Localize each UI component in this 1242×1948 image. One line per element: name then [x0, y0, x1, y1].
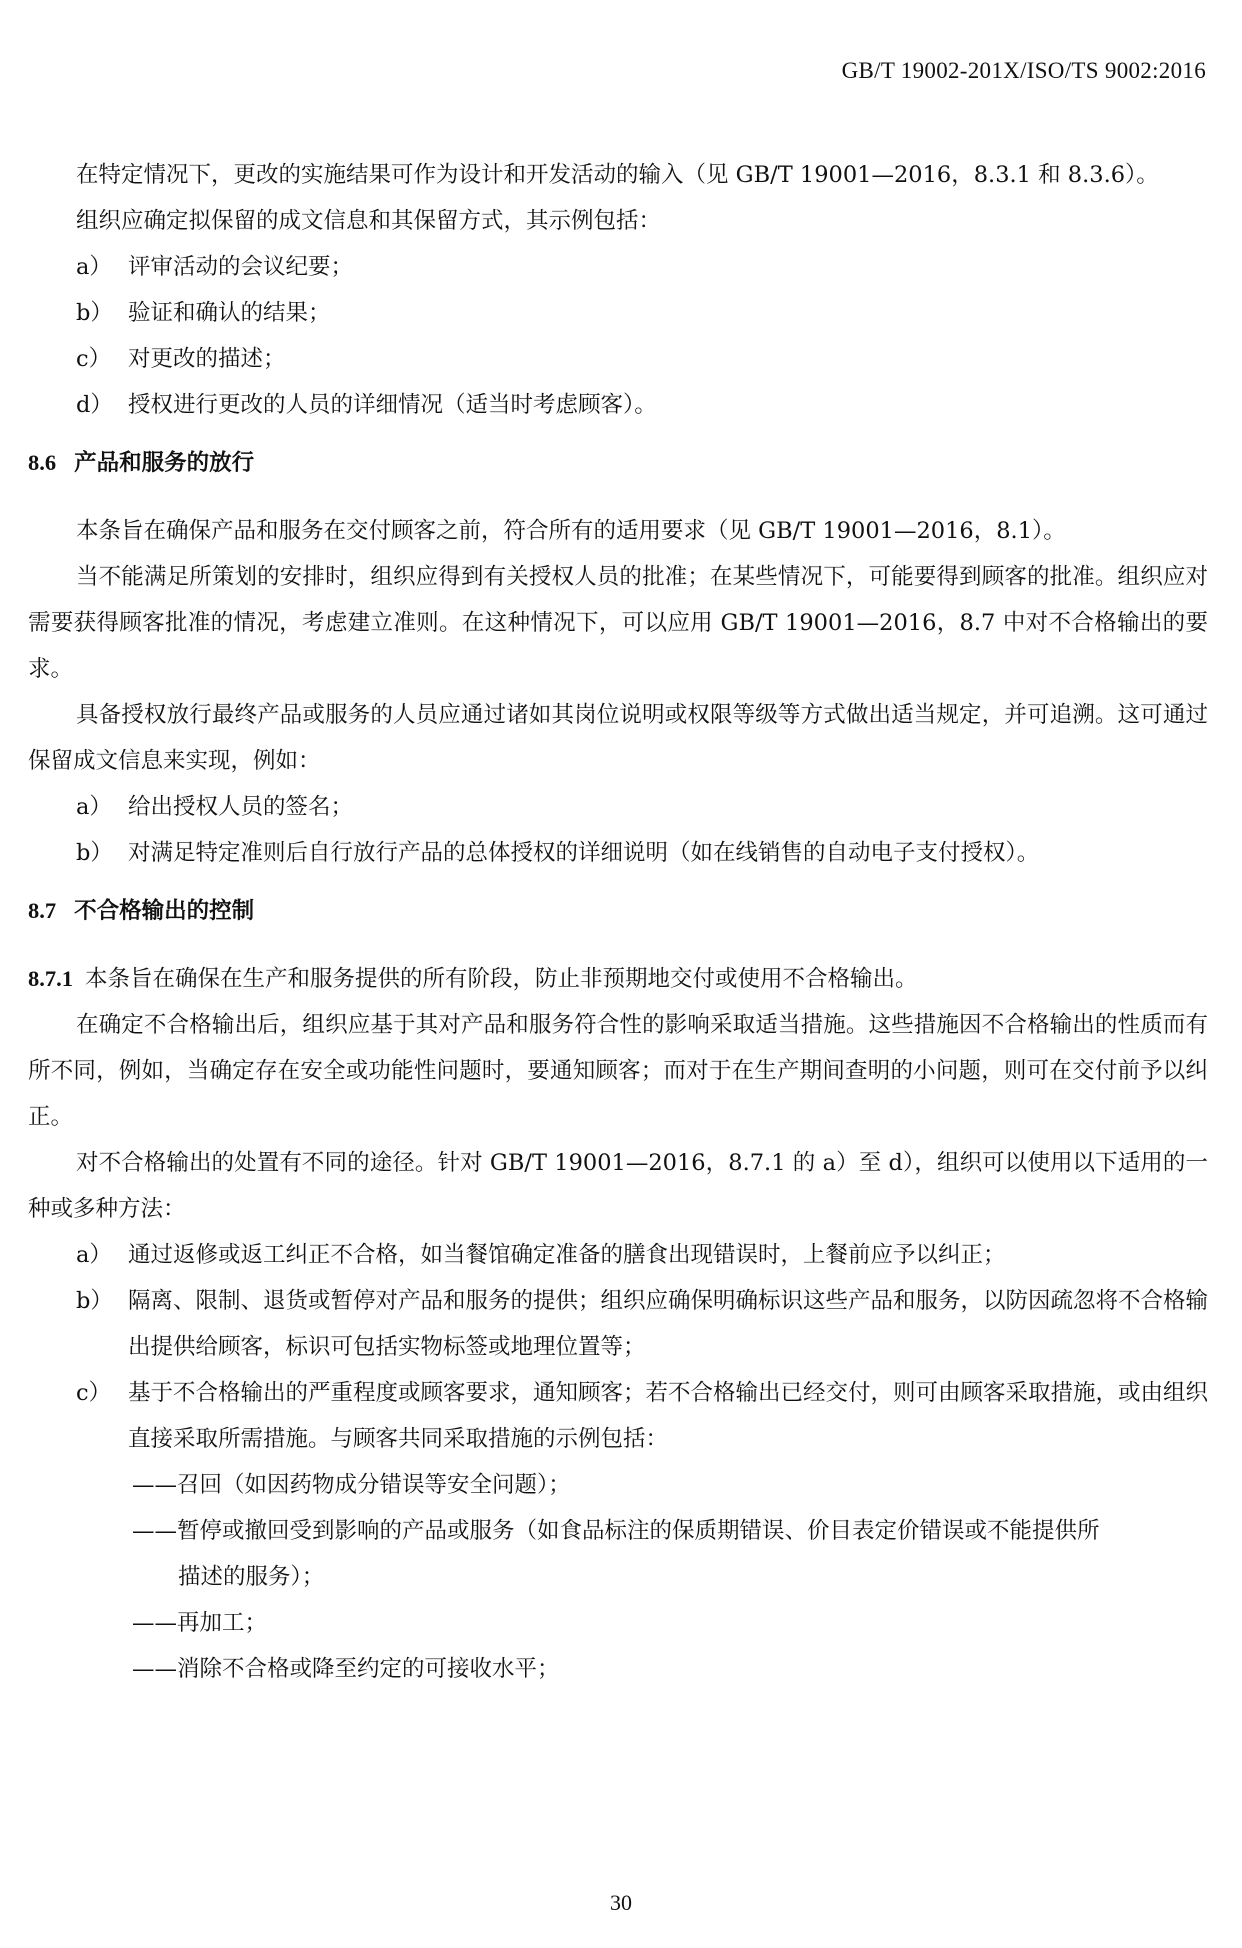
list-marker: b）	[76, 300, 113, 326]
paragraph: 对不合格输出的处置有不同的途径。针对 GB/T 19001—2016，8.7.1 的 a）至 d），组织可以使用以下适用的一种或多种方法：	[28, 1150, 1208, 1222]
list-marker: a）	[76, 254, 112, 280]
list-item	[28, 244, 1208, 290]
paragraph: 本条旨在确保产品和服务在交付顾客之前，符合所有的适用要求（见 GB/T 19001—2016，8.1）。	[76, 518, 1066, 544]
paragraph: 具备授权放行最终产品或服务的人员应通过诸如其岗位说明或权限等级等方式做出适当规定，并可追溯。这可通过保留成文信息来实现，例如：	[28, 702, 1208, 774]
list-item	[28, 290, 1208, 336]
list-item-text: 验证和确认的结果；	[128, 300, 331, 326]
paragraph: 在特定情况下，更改的实施结果可作为设计和开发活动的输入（见 GB/T 19001—2016，8.3.1 和 8.3.6）。	[76, 162, 1159, 188]
dash-item-continuation: 描述的服务）；	[178, 1564, 325, 1590]
list-item	[28, 1232, 1208, 1278]
section-number: 8.7	[28, 898, 57, 923]
list-marker: b）	[76, 840, 113, 866]
list-item	[28, 382, 1208, 428]
section-title: 产品和服务的放行	[74, 450, 255, 476]
list-item	[28, 336, 1208, 382]
section-heading-8-7	[28, 888, 1208, 934]
paragraph: 组织应确定拟保留的成文信息和其保留方式，其示例包括：	[76, 208, 662, 234]
page-number: 30	[610, 1890, 632, 1915]
list-item	[28, 784, 1208, 830]
list-marker: c）	[76, 346, 112, 372]
paragraph: 当不能满足所策划的安排时，组织应得到有关授权人员的批准；在某些情况下，可能要得到顾客的批准。组织应对需要获得顾客批准的情况，考虑建立准则。在这种情况下，可以应用 GB/T 19001—2016，8.7 中对不合格输出的要求。	[28, 564, 1208, 682]
dash-item: ——消除不合格或降至约定的可接收水平；	[132, 1656, 560, 1682]
section-title: 不合格输出的控制	[74, 898, 255, 924]
list-item	[28, 830, 1208, 876]
paragraph	[28, 956, 1208, 1002]
document-body	[28, 152, 1208, 1692]
page-header-standard: GB/T 19002-201X/ISO/TS 9002:2016	[841, 58, 1206, 83]
list-item-text: 对满足特定准则后自行放行产品的总体授权的详细说明（如在线销售的自动电子支付授权）。	[128, 840, 1040, 866]
list-item-text: 通过返修或返工纠正不合格，如当餐馆确定准备的膳食出现错误时，上餐前应予以纠正；	[128, 1242, 1006, 1268]
list-marker: a）	[76, 1242, 112, 1268]
subsection-number: 8.7.1	[28, 966, 73, 991]
dash-item: ——召回（如因药物成分错误等安全问题）；	[132, 1472, 571, 1498]
list-item-text: 给出授权人员的签名；	[128, 794, 354, 820]
list-item-text: 对更改的描述；	[128, 346, 286, 372]
section-number: 8.6	[28, 450, 57, 475]
list-item-text: 授权进行更改的人员的详细情况（适当时考虑顾客）。	[128, 392, 657, 418]
list-marker: d）	[76, 392, 113, 418]
section-heading-8-6	[28, 440, 1208, 486]
list-item	[28, 1370, 1208, 1462]
paragraph: 在确定不合格输出后，组织应基于其对产品和服务符合性的影响采取适当措施。这些措施因不合格输出的性质而有所不同，例如，当确定存在安全或功能性问题时，要通知顾客；而对于在生产期间查明的小问题，则可在交付前予以纠正。	[28, 1012, 1208, 1130]
list-marker: b）	[76, 1288, 113, 1314]
list-marker: a）	[76, 794, 112, 820]
list-item-text: 评审活动的会议纪要；	[128, 254, 354, 280]
list-item-text: 隔离、限制、退货或暂停对产品和服务的提供；组织应确保明确标识这些产品和服务，以防因疏忽将不合格输出提供给顾客，标识可包括实物标签或地理位置等；	[128, 1288, 1209, 1360]
paragraph-text: 本条旨在确保在生产和服务提供的所有阶段，防止非预期地交付或使用不合格输出。	[85, 966, 918, 992]
list-item-text: 基于不合格输出的严重程度或顾客要求，通知顾客；若不合格输出已经交付，则可由顾客采取措施，或由组织直接采取所需措施。与顾客共同采取措施的示例包括：	[128, 1380, 1209, 1452]
dash-item: ——暂停或撤回受到影响的产品或服务（如食品标注的保质期错误、价目表定价错误或不能提供所	[132, 1518, 1100, 1544]
list-item	[28, 1278, 1208, 1370]
dash-item: ——再加工；	[132, 1610, 268, 1636]
list-marker: c）	[76, 1380, 112, 1406]
